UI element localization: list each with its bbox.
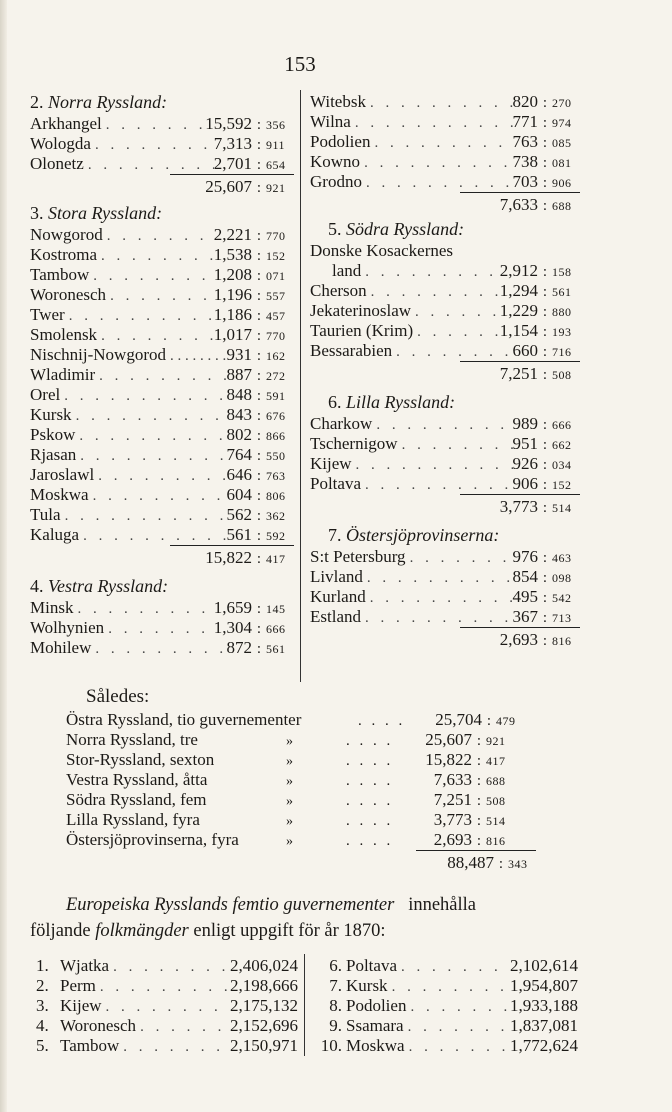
table-row: Moskwa . . . 604 : 806 [30, 485, 294, 505]
list-item: 5. Tambow . . . 2,150,971 [36, 1036, 298, 1056]
list-item: 7. Kursk . . . 1,954,807 [310, 976, 578, 996]
table-row: Rjasan . . . 764 : 550 [30, 445, 294, 465]
list-item: 8. Podolien . . . 1,933,188 [310, 996, 578, 1016]
population-divider [304, 954, 305, 1056]
table-row: Kurland . . . 495 : 542 [310, 587, 580, 607]
table-row-label: Donske Kosackernes [310, 241, 454, 260]
section-heading-oster: 7. Östersjöprovinserna: [328, 525, 500, 545]
section-heading-lilla: 6. Lilla Ryssland: [328, 392, 456, 412]
table-row: Nischnij-Nowgorod . . . 931 : 162 [30, 345, 294, 365]
section-heading-stora: 3. Stora Ryssland: [30, 203, 163, 223]
table-row: Jekaterinoslaw . . . 1,229 : 880 [310, 301, 580, 321]
table-row: Kostroma . . . 1,538 : 152 [30, 245, 294, 265]
column-divider [300, 90, 301, 682]
table-row: Bessarabien . . . 660 : 716 [310, 341, 580, 361]
section-total: 15,822 : 417 [170, 545, 294, 570]
list-item: 6. Poltava . . . 2,102,614 [310, 956, 578, 976]
table-row: Wilna . . . 771 : 974 [310, 112, 580, 132]
table-row: Taurien (Krim) . . . 1,154 : 193 [310, 321, 580, 341]
summary-row: Vestra Ryssland, åtta » . . . . 7,633 : 688 [66, 770, 506, 789]
list-item: 2. Perm . . . 2,198,666 [36, 976, 298, 996]
population-list-right [310, 956, 578, 1056]
page-edge [0, 0, 7, 1112]
table-vestra [30, 598, 294, 658]
table-row: S:t Petersburg . . . 976 : 463 [310, 547, 580, 567]
table-row: Jaroslawl . . . 646 : 763 [30, 465, 294, 485]
table-row: Charkow . . . 989 : 666 [310, 414, 580, 434]
table-row: Podolien . . . 763 : 085 [310, 132, 580, 152]
table-row: Witebsk . . . 820 : 270 [310, 92, 580, 112]
table-row: Minsk . . . 1,659 : 145 [30, 598, 294, 618]
intro-paragraph [30, 892, 476, 944]
list-item: 4. Woronesch . . . 2,152,696 [36, 1016, 298, 1036]
table-row: Cherson . . . 1,294 : 561 [310, 281, 580, 301]
table-row: Twer . . . 1,186 : 457 [30, 305, 294, 325]
list-item: 9. Ssamara . . . 1,837,081 [310, 1016, 578, 1036]
table-row: Mohilew . . . 872 : 561 [30, 638, 294, 658]
table-row: Wologda . . . 7,313 : 911 [30, 134, 294, 154]
section-heading-sodra: 5. Södra Ryssland: [328, 219, 465, 239]
table-row: Estland . . . 367 : 713 [310, 607, 580, 627]
summary-total: 88,487 : 343 [416, 850, 536, 875]
table-row: Arkhangel . . . 15,592 : 356 [30, 114, 294, 134]
table-row: land . . . 2,912 : 158 [310, 261, 580, 281]
list-item: 10. Moskwa . . . 1,772,624 [310, 1036, 578, 1056]
summary-row: Södra Ryssland, fem » . . . . 7,251 : 508 [66, 790, 506, 809]
right-column [310, 92, 580, 652]
table-row: Woronesch . . . 1,196 : 557 [30, 285, 294, 305]
population-list-left [36, 956, 298, 1056]
left-column [30, 90, 294, 658]
table-row: Pskow . . . 802 : 866 [30, 425, 294, 445]
table-row: Tambow . . . 1,208 : 071 [30, 265, 294, 285]
table-stora [30, 225, 294, 545]
table-row: Wolhynien . . . 1,304 : 666 [30, 618, 294, 638]
summary-row: Stor-Ryssland, sexton » . . . . 15,822 : 417 [66, 750, 506, 769]
table-row: Kowno . . . 738 : 081 [310, 152, 580, 172]
paragraph-line: Europeiska Rysslands femtio guvernementer innehålla [66, 895, 476, 915]
table-row: Kijew . . . 926 : 034 [310, 454, 580, 474]
table-row: Olonetz . . . 2,701 : 654 [30, 154, 294, 174]
table-norra [30, 114, 294, 174]
summary-row: Norra Ryssland, tre » . . . . 25,607 : 921 [66, 730, 506, 749]
table-row: Kaluga . . . 561 : 592 [30, 525, 294, 545]
page-number: 153 [284, 52, 316, 76]
section-heading-vestra: 4. Vestra Ryssland: [30, 576, 169, 596]
summary-row: Östra Ryssland, tio guvernementer . . . . 25,704 : 479 [66, 710, 516, 729]
table-row: Poltava . . . 906 : 152 [310, 474, 580, 494]
summary-table [66, 710, 566, 850]
section-total: 2,693 : 816 [460, 627, 580, 652]
paragraph-line: följande folkmängder enligt uppgift för år 1870: [30, 921, 386, 941]
list-item: 1. Wjatka . . . 2,406,024 [36, 956, 298, 976]
table-row: Livland . . . 854 : 098 [310, 567, 580, 587]
section-heading-norra: 2. Norra Ryssland: [30, 92, 168, 112]
summary-row: Östersjöprovinserna, fyra » . . . . 2,693 : 816 [66, 830, 506, 849]
summary-row: Lilla Ryssland, fyra » . . . . 3,773 : 514 [66, 810, 506, 829]
list-item: 3. Kijew . . . 2,175,132 [36, 996, 298, 1016]
table-sodra [310, 241, 580, 361]
section-total: 7,251 : 508 [460, 361, 580, 386]
table-row: Kursk . . . 843 : 676 [30, 405, 294, 425]
table-row: Wladimir . . . 887 : 272 [30, 365, 294, 385]
table-row: Nowgorod . . . 2,221 : 770 [30, 225, 294, 245]
table-row: Smolensk . . . 1,017 : 770 [30, 325, 294, 345]
table-row: Tschernigow . . . 951 : 662 [310, 434, 580, 454]
table-lilla [310, 414, 580, 494]
table-oster [310, 547, 580, 627]
section-total: 7,633 : 688 [460, 192, 580, 217]
section-total: 25,607 : 921 [170, 174, 294, 199]
table-row: Tula . . . 562 : 362 [30, 505, 294, 525]
section-total: 3,773 : 514 [460, 494, 580, 519]
table-row: Orel . . . 848 : 591 [30, 385, 294, 405]
summary-section [66, 684, 566, 875]
table-row: Grodno . . . 703 : 906 [310, 172, 580, 192]
table-vestra-cont [310, 92, 580, 192]
summary-heading: Således: [86, 686, 150, 707]
